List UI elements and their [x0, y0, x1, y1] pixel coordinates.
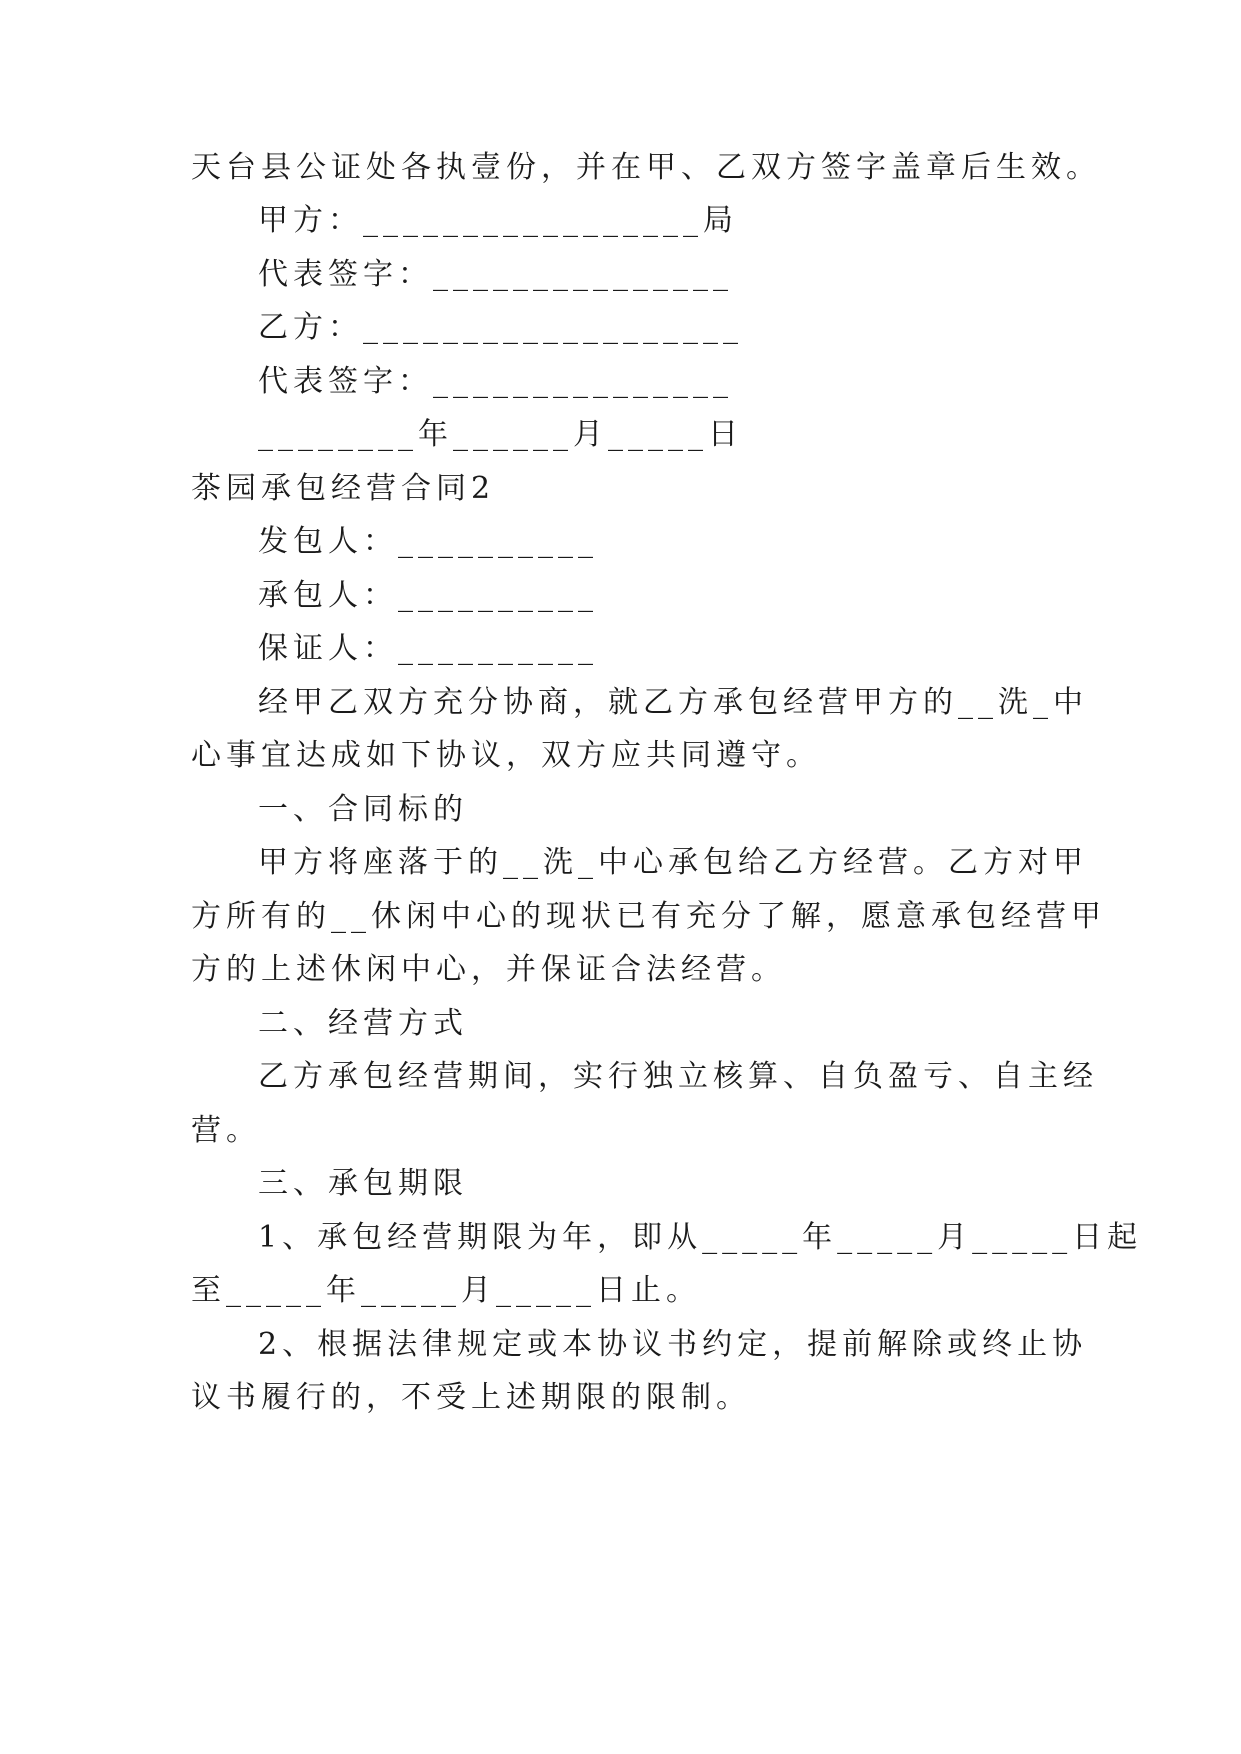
text-line: 代表签字：_______________: [258, 257, 733, 292]
text-line: 营。: [191, 1113, 261, 1148]
text-line: 代表签字：_______________: [258, 364, 733, 399]
text-line: 天台县公证处各执壹份，并在甲、乙双方签字盖章后生效。: [191, 150, 1101, 185]
text-line: 议书履行的，不受上述期限的限制。: [191, 1380, 751, 1415]
text-line: 保证人：__________: [258, 631, 598, 666]
text-line: 方的上述休闲中心，并保证合法经营。: [191, 952, 786, 987]
text-line: 发包人：__________: [258, 524, 598, 559]
text-line: 经甲乙双方充分协商，就乙方承包经营甲方的__洗_中: [258, 685, 1088, 720]
text-line: 至_____年_____月_____日止。: [191, 1273, 701, 1308]
section-heading: 二、经营方式: [258, 1006, 468, 1041]
text-line: 乙方承包经营期间，实行独立核算、自负盈亏、自主经: [258, 1059, 1098, 1094]
section-heading: 一、合同标的: [258, 792, 468, 827]
text-line: 心事宜达成如下协议，双方应共同遵守。: [191, 738, 821, 773]
section-heading: 三、承包期限: [258, 1166, 468, 1201]
text-line: ________年______月_____日: [258, 417, 743, 452]
text-line: 甲方：_________________局: [258, 203, 738, 238]
text-line: 1、承包经营期限为年，即从_____年_____月_____日起: [258, 1220, 1143, 1255]
section-title: 茶园承包经营合同2: [191, 471, 496, 506]
text-line: 2、根据法律规定或本协议书约定，提前解除或终止协: [258, 1327, 1088, 1362]
text-line: 方所有的__休闲中心的现状已有充分了解，愿意承包经营甲: [191, 899, 1106, 934]
text-line: 承包人：__________: [258, 578, 598, 613]
text-line: 甲方将座落于的__洗_中心承包给乙方经营。乙方对甲: [258, 845, 1088, 880]
text-line: 乙方：___________________: [258, 310, 743, 345]
